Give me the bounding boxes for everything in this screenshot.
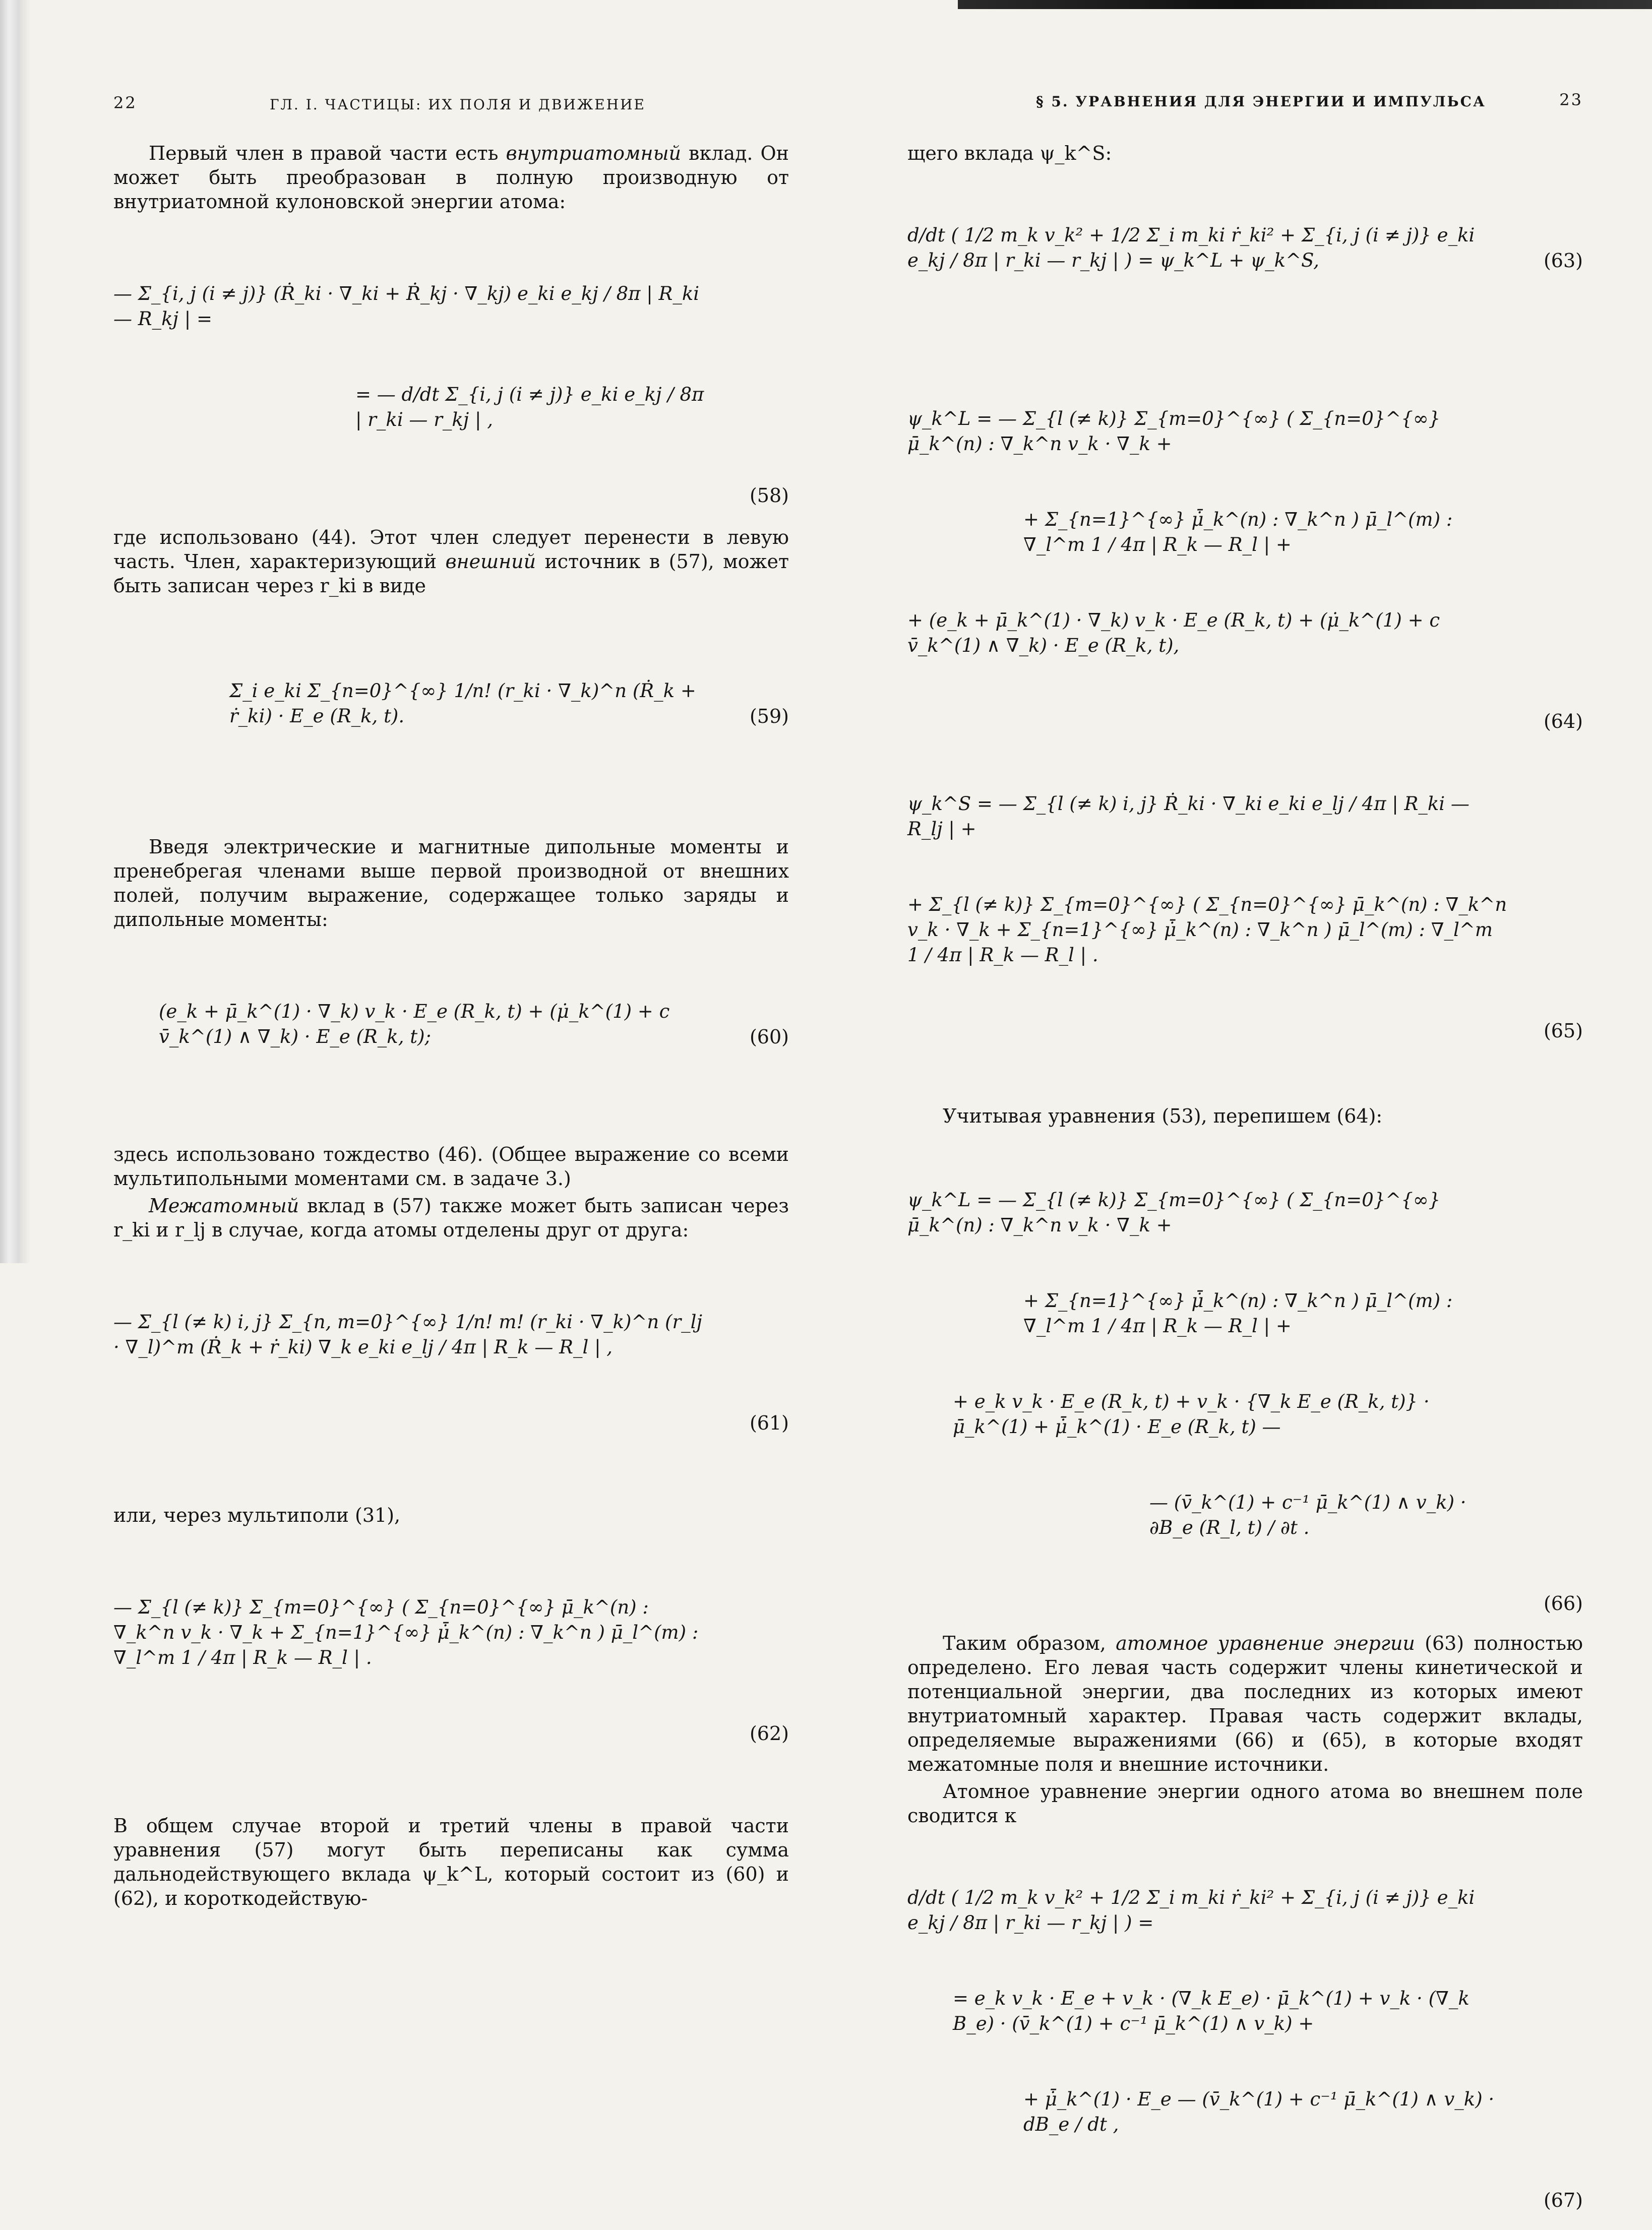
paragraph-single-atom: Атомное уравнение энергии одного атома во внешнем поле сводится к <box>907 1780 1583 1827</box>
right-page-body <box>907 141 1583 2230</box>
equation-65 <box>907 741 1583 1094</box>
equation-61 <box>113 1259 789 1486</box>
equation-number: (65) <box>1543 1020 1583 1042</box>
running-head <box>113 93 789 118</box>
equation-59 <box>113 628 789 804</box>
left-page-body <box>113 141 789 1913</box>
paragraph-identity: здесь использовано тождество (46). (Общее выражение со всеми мультипольными моментами см. в задаче 3.) <box>113 1143 789 1190</box>
equation-number: (64) <box>1543 710 1583 732</box>
equation-63 <box>907 172 1583 349</box>
equation-60 <box>113 949 789 1125</box>
paragraph-multipoles: или, через мультиполи (31), <box>113 1504 401 1526</box>
page-number: 22 <box>113 93 137 112</box>
equation-number: (67) <box>1543 2189 1583 2211</box>
emphasis: внутриатомный <box>506 142 682 164</box>
equation-66 <box>907 1137 1583 1616</box>
equation-line: — Σ_{l (≠ k) i, j} Σ_{n, m=0}^{∞} 1/n! m! (r_ki · ∇_k)^n (r_lj · ∇_l)^m (Ṙ_k + ṙ_ki) ∇_k e_ki e_lj / 4π | R_k — R_l | , <box>113 1311 708 1358</box>
equation-64 <box>907 356 1583 734</box>
equation-line: (e_k + μ̄_k^(1) · ∇_k) v_k · E_e (R_k, t) + (μ̇_k^(1) + c v̄_k^(1) ∧ ∇_k) · E_e (R_k, t); <box>159 1001 676 1047</box>
equation-line: d/dt ( 1/2 m_k v_k² + 1/2 Σ_i m_ki ṙ_ki² + Σ_{i, j (i ≠ j)} e_ki e_kj / 8π | r_ki — r_kj | ) = ψ_k^L + ψ_k^S, <box>907 224 1481 271</box>
equation-line: = e_k v_k · E_e + v_k · (∇_k E_e) · μ̄_k^(1) + v_k · (∇_k B_e) · (v̄_k^(1) + c⁻¹ μ̄_k^(1) ∧ v_k) + <box>953 1988 1476 2034</box>
paragraph-intraatomic: Первый член в правой части есть внутриатомный вклад. Он может быть преобразован в полную производную от внутриатомной кулоновской энергии атома: <box>113 142 789 213</box>
paragraph-short-range: щего вклада ψ_k^S: <box>907 142 1112 164</box>
equation-number: (62) <box>749 1722 789 1745</box>
equation-number: (59) <box>749 705 789 727</box>
equation-62 <box>113 1544 789 1797</box>
equation-line: + Σ_{n=1}^{∞} μ̇̄_k^(n) : ∇_k^n ) μ̄_l^(m) : ∇_l^m 1 / 4π | R_k — R_l | + <box>1023 509 1459 555</box>
equation-line: + Σ_{n=1}^{∞} μ̇̄_k^(n) : ∇_k^n ) μ̄_l^(m) : ∇_l^m 1 / 4π | R_k — R_l | + <box>1023 1290 1459 1337</box>
page-number: 23 <box>1559 90 1583 109</box>
paragraph-external-source: где использовано (44). Этот член следует перенести в левую часть. Член, характеризующий внешний источник в (57), может быть записан через r_ki в виде <box>113 526 789 597</box>
equation-line: = — d/dt Σ_{i, j (i ≠ j)} e_ki e_kj / 8π | r_ki — r_kj | , <box>355 384 710 430</box>
section-title: § 5. УРАВНЕНИЯ ДЛЯ ЭНЕРГИИ И ИМПУЛЬСА <box>1036 93 1486 110</box>
equation-67 <box>907 1835 1583 2213</box>
paragraph-atomic-energy-equation: Таким образом, атомное уравнение энергии (63) полностью определено. Его левая часть содержит члены кинетической и потенциальной энергии, два последних из которых имеют внутриатомный характер. Правая часть содержит вклады, определяемые выражениями (66) и (65), в которые входят межатомные поля и внешние источники. <box>907 1632 1583 1775</box>
equation-58 <box>113 231 789 508</box>
equation-line: ψ_k^L = — Σ_{l (≠ k)} Σ_{m=0}^{∞} ( Σ_{n=0}^{∞} μ̄_k^(n) : ∇_k^n v_k · ∇_k + <box>907 1189 1446 1236</box>
equation-line: Σ_i e_ki Σ_{n=0}^{∞} 1/n! (r_ki · ∇_k)^n (Ṙ_k + ṙ_ki) · E_e (R_k, t). <box>229 680 702 727</box>
left-page <box>113 0 839 1909</box>
equation-line: ψ_k^L = — Σ_{l (≠ k)} Σ_{m=0}^{∞} ( Σ_{n=0}^{∞} μ̄_k^(n) : ∇_k^n v_k · ∇_k + <box>907 408 1446 455</box>
equation-number: (63) <box>1543 250 1583 272</box>
paragraph-interatomic: Межатомный вклад в (57) также может быть записан через r_ki и r_lj в случае, когда атомы отделены друг от друга: <box>113 1195 789 1241</box>
paragraph-rewrite: Учитывая уравнения (53), перепишем (64): <box>943 1105 1383 1127</box>
equation-line: + μ̇̄_k^(1) · E_e — (v̄_k^(1) + c⁻¹ μ̄_k^(1) ∧ v_k) · dB_e / dt , <box>1023 2088 1500 2135</box>
equation-line: — (v̄_k^(1) + c⁻¹ μ̄_k^(1) ∧ v_k) · ∂B_e (R_l, t) / ∂t . <box>1149 1492 1473 1538</box>
equation-line: ψ_k^S = — Σ_{l (≠ k) i, j} Ṙ_ki · ∇_ki e_ki e_lj / 4π | R_ki — R_lj | + <box>907 793 1476 840</box>
equation-line: + e_k v_k · E_e (R_k, t) + v_k · {∇_k E_e (R_k, t)} · μ̄_k^(1) + μ̇̄_k^(1) · E_e (R_k, t) — <box>953 1391 1436 1438</box>
equation-number: (58) <box>749 484 789 507</box>
equation-line: + (e_k + μ̄_k^(1) · ∇_k) v_k · E_e (R_k, t) + (μ̇_k^(1) + c v̄_k^(1) ∧ ∇_k) · E_e (R_k, t), <box>907 609 1446 656</box>
paragraph-long-range: В общем случае второй и третий члены в правой части уравнения (57) могут быть переписаны как сумма дальнодействующего вклада ψ_k^L, который состоит из (60) и (62), и короткодействую- <box>113 1815 789 1909</box>
emphasis: внешний <box>445 550 536 573</box>
paragraph-dipole-moments: Введя электрические и магнитные дипольные моменты и пренебрегая членами выше первой производной от внешних полей, получим выражение, содержащее только заряды и дипольные моменты: <box>113 836 789 931</box>
equation-line: — Σ_{l (≠ k)} Σ_{m=0}^{∞} ( Σ_{n=0}^{∞} μ̄_k^(n) : ∇_k^n v_k · ∇_k + Σ_{n=1}^{∞} μ̇̄_k^(n) : ∇_k^n ) μ̄_l^(m) : ∇_l^m 1 / 4π | R_k — R_l | . <box>113 1596 705 1668</box>
chapter-title: ГЛ. I. ЧАСТИЦЫ: ИХ ПОЛЯ И ДВИЖЕНИЕ <box>270 96 646 113</box>
emphasis: Межатомный <box>149 1195 299 1217</box>
book-spine-shadow <box>0 0 30 1263</box>
equation-line: d/dt ( 1/2 m_k v_k² + 1/2 Σ_i m_ki ṙ_ki² + Σ_{i, j (i ≠ j)} e_ki e_kj / 8π | r_ki — r_kj | ) = <box>907 1887 1481 1934</box>
equation-number: (60) <box>749 1026 789 1048</box>
equation-line: + Σ_{l (≠ k)} Σ_{m=0}^{∞} ( Σ_{n=0}^{∞} μ̄_k^(n) : ∇_k^n v_k · ∇_k + Σ_{n=1}^{∞} μ̇̄_k^(n) : ∇_k^n ) μ̄_l^(m) : ∇_l^m 1 / 4π | R_k — R_l | . <box>907 894 1513 966</box>
running-head <box>907 90 1583 118</box>
equation-line: — Σ_{i, j (i ≠ j)} (Ṙ_ki · ∇_ki + Ṙ_kj · ∇_kj) e_ki e_kj / 8π | R_ki — R_kj | = <box>113 283 705 330</box>
emphasis: атомное уравнение энергии <box>1116 1632 1415 1654</box>
equation-number: (66) <box>1543 1592 1583 1615</box>
equation-number: (61) <box>749 1412 789 1434</box>
right-page <box>907 0 1633 2211</box>
